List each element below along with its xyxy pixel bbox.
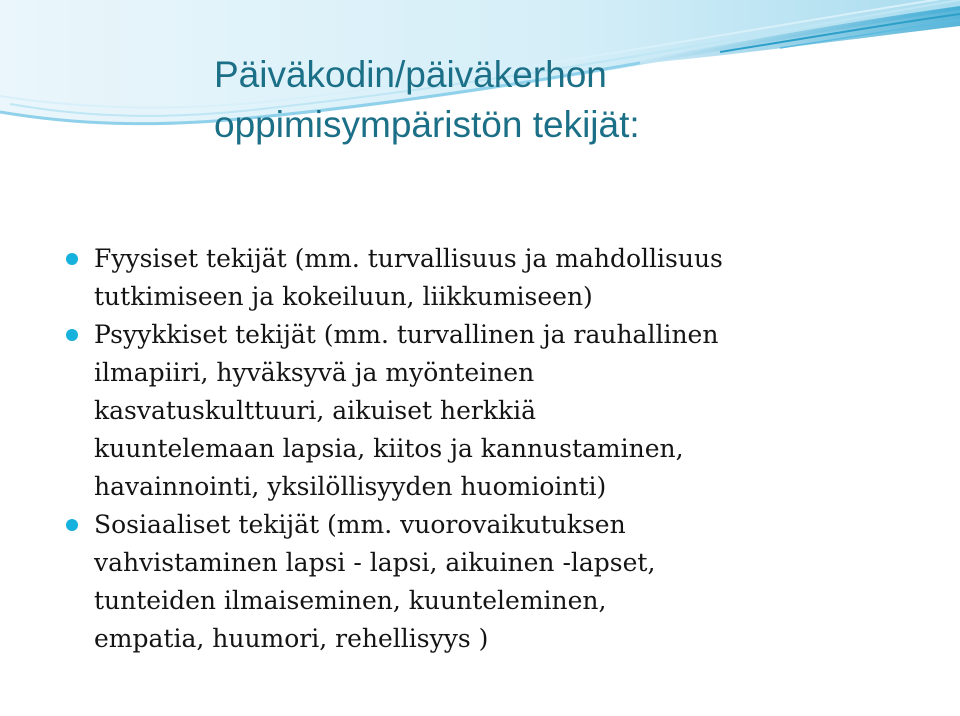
slide-title [214,50,914,150]
title-line: oppimisympäristön tekijät: [214,104,640,145]
bullet-text-line: Psyykkiset tekijät (mm. turvallinen ja rauhallinen [94,320,719,349]
bullet-text-line: empatia, huumori, rehellisyys ) [94,624,489,653]
bullet-dot-icon [66,329,78,341]
bullet-text-line: tunteiden ilmaiseminen, kuunteleminen, [94,586,607,615]
bullet-text-line: kuuntelemaan lapsia, kiitos ja kannustaminen, [94,434,684,463]
bullet-text-line: kasvatuskulttuuri, aikuiset herkkiä [94,396,537,425]
bullet-social-factors [60,506,940,658]
bullet-text-line: havainnointi, yksilöllisyyden huomiointi) [94,472,607,501]
bullet-text-line: Fyysiset tekijät (mm. turvallisuus ja mahdollisuus [94,244,723,273]
bullet-dot-icon [66,519,78,531]
bullet-psychological-factors [60,316,940,506]
bullet-text-line: tutkimiseen ja kokeiluun, liikkumiseen) [94,282,593,311]
bullet-dot-icon [66,253,78,265]
bullet-list [60,240,940,658]
title-line: Päiväkodin/päiväkerhon [214,54,607,95]
bullet-text-line: ilmapiiri, hyväksyvä ja myönteinen [94,358,535,387]
bullet-text-line: Sosiaaliset tekijät (mm. vuorovaikutuksen [94,510,626,539]
bullet-physical-factors [60,240,940,316]
bullet-text-line: vahvistaminen lapsi - lapsi, aikuinen -lapset, [94,548,656,577]
